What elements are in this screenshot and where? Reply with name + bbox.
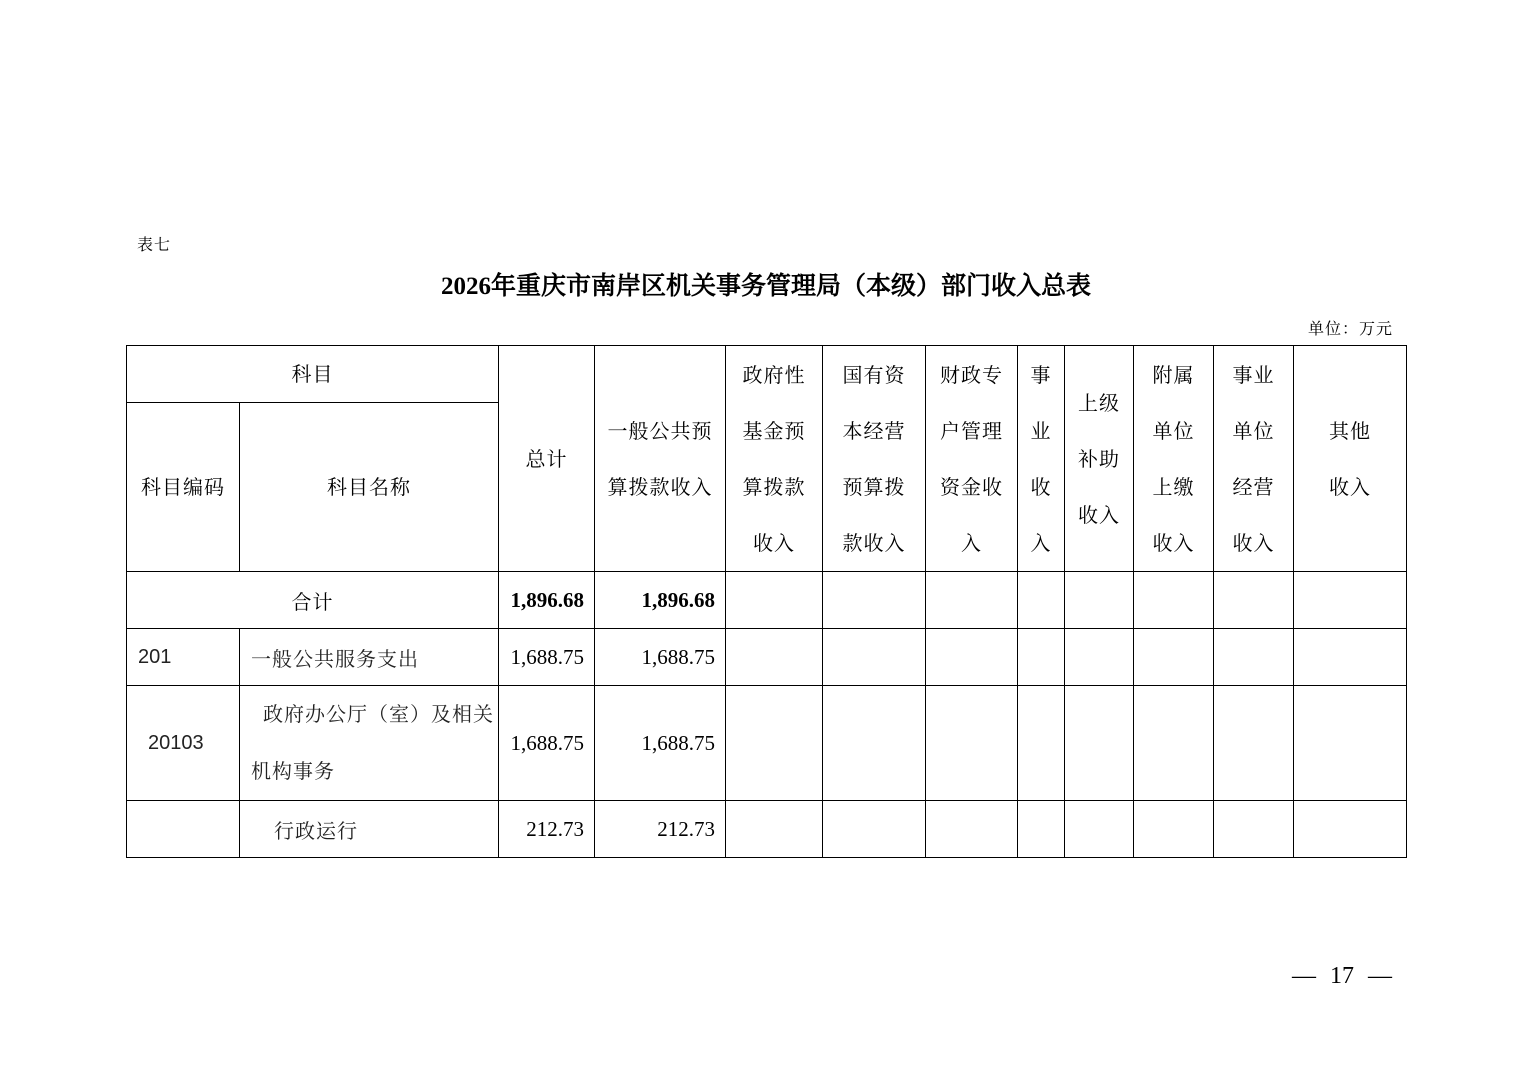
value-cell bbox=[1065, 629, 1134, 686]
document-title: 2026年重庆市南岸区机关事务管理局（本级）部门收入总表 bbox=[440, 273, 1091, 300]
header-government-fund-budget bbox=[726, 346, 823, 572]
subject-name-cell bbox=[240, 686, 499, 801]
value-cell bbox=[823, 686, 926, 801]
total-cell bbox=[823, 572, 926, 629]
header-fiscal-account-text: 财政专户管理资金收入 bbox=[940, 362, 1003, 555]
value-cell bbox=[926, 801, 1018, 858]
header-affiliated-remit-text: 附属单位上缴收入 bbox=[1152, 362, 1195, 555]
value-cell bbox=[1134, 801, 1214, 858]
header-fiscal-special-account bbox=[926, 346, 1018, 572]
total-cell bbox=[1018, 572, 1065, 629]
income-summary-table bbox=[126, 345, 1407, 858]
value-cell: 1,688.75 bbox=[595, 686, 726, 801]
value-cell bbox=[1294, 629, 1407, 686]
value-cell: 212.73 bbox=[595, 801, 726, 858]
header-business-income bbox=[1018, 346, 1065, 572]
header-affiliated-unit-remittance bbox=[1134, 346, 1214, 572]
header-subject-group: 科目 bbox=[127, 346, 499, 403]
table-row bbox=[127, 801, 1407, 858]
value-cell bbox=[1018, 629, 1065, 686]
header-superior-subsidy bbox=[1065, 346, 1134, 572]
header-total-text: 总计 bbox=[525, 446, 568, 471]
value-cell bbox=[1065, 801, 1134, 858]
header-general-budget-allocation bbox=[595, 346, 726, 572]
header-government-fund-text: 政府性基金预算拨款收入 bbox=[742, 362, 806, 555]
total-cell bbox=[1134, 572, 1214, 629]
subject-code-cell: 20103 bbox=[127, 686, 240, 801]
value-cell bbox=[726, 686, 823, 801]
header-state-capital-budget bbox=[823, 346, 926, 572]
value-cell bbox=[1214, 801, 1294, 858]
value-cell bbox=[823, 801, 926, 858]
header-other-income-text: 其他收入 bbox=[1329, 418, 1371, 499]
header-superior-subsidy-text: 上级补助收入 bbox=[1078, 390, 1120, 527]
header-unit-operation-text: 事业单位经营收入 bbox=[1232, 362, 1275, 555]
total-cell bbox=[926, 572, 1018, 629]
header-total bbox=[499, 346, 595, 572]
value-cell: 1,688.75 bbox=[595, 629, 726, 686]
header-subject-name: 科目名称 bbox=[240, 403, 499, 572]
table-row bbox=[127, 629, 1407, 686]
total-cell bbox=[726, 572, 823, 629]
header-other-income bbox=[1294, 346, 1407, 572]
total-label: 合计 bbox=[127, 572, 499, 629]
value-cell bbox=[1018, 686, 1065, 801]
header-business-income-text: 事业收入 bbox=[1030, 362, 1052, 555]
subject-name-cell: 一般公共服务支出 bbox=[240, 629, 499, 686]
value-cell bbox=[1294, 686, 1407, 801]
page-number: — 17 — bbox=[1292, 963, 1392, 989]
value-cell: 1,688.75 bbox=[499, 629, 595, 686]
total-row bbox=[127, 572, 1407, 629]
value-cell bbox=[1214, 686, 1294, 801]
value-cell: 1,688.75 bbox=[499, 686, 595, 801]
header-state-capital-text: 国有资本经营预算拨款收入 bbox=[842, 362, 906, 555]
header-subject-code: 科目编码 bbox=[127, 403, 240, 572]
header-business-unit-operation bbox=[1214, 346, 1294, 572]
total-cell: 1,896.68 bbox=[499, 572, 595, 629]
unit-note: 单位：万元 bbox=[1307, 319, 1393, 338]
value-cell bbox=[726, 629, 823, 686]
table-label: 表七 bbox=[137, 235, 172, 254]
subject-code-cell bbox=[127, 801, 240, 858]
value-cell bbox=[1134, 686, 1214, 801]
value-cell bbox=[1018, 801, 1065, 858]
value-cell bbox=[1065, 686, 1134, 801]
table-row bbox=[127, 686, 1407, 801]
subject-name-text: 政府办公厅（室）及相关机构事务 bbox=[251, 702, 494, 783]
header-general-budget-text: 一般公共预算拨款收入 bbox=[607, 418, 713, 499]
value-cell bbox=[726, 801, 823, 858]
subject-name-cell: 行政运行 bbox=[240, 801, 499, 858]
total-cell: 1,896.68 bbox=[595, 572, 726, 629]
value-cell bbox=[926, 686, 1018, 801]
value-cell bbox=[1214, 629, 1294, 686]
subject-code-cell: 201 bbox=[127, 629, 240, 686]
value-cell bbox=[1294, 801, 1407, 858]
total-cell bbox=[1214, 572, 1294, 629]
value-cell: 212.73 bbox=[499, 801, 595, 858]
value-cell bbox=[1134, 629, 1214, 686]
value-cell bbox=[823, 629, 926, 686]
value-cell bbox=[926, 629, 1018, 686]
header-row-1 bbox=[127, 346, 1407, 403]
total-cell bbox=[1065, 572, 1134, 629]
total-cell bbox=[1294, 572, 1407, 629]
